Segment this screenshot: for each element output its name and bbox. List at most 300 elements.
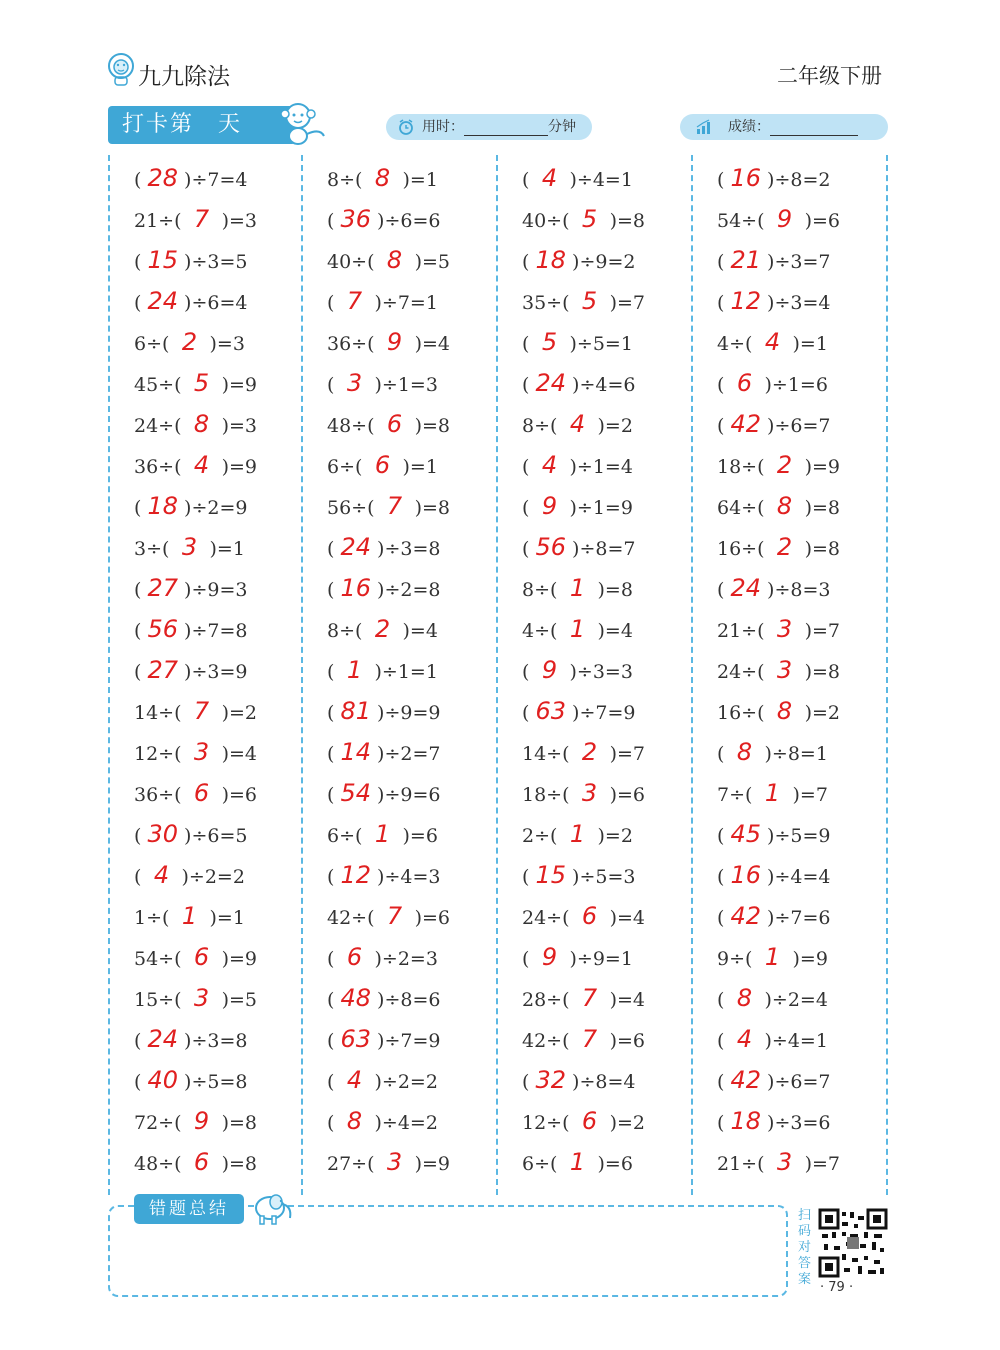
problem-row — [717, 815, 830, 853]
problem-suffix: )÷6=4 — [178, 292, 248, 314]
problem-row — [327, 1061, 438, 1099]
problem-prefix: 16÷( — [717, 538, 771, 560]
problem-prefix: ( — [327, 866, 341, 888]
problem-suffix: )=4 — [408, 333, 451, 355]
problem-row — [717, 528, 840, 566]
handwritten-answer[interactable]: 3 — [776, 1148, 793, 1176]
problem-row — [134, 938, 257, 976]
problem-row — [522, 1020, 645, 1058]
handwritten-answer[interactable]: 24 — [147, 1025, 178, 1053]
time-blank[interactable] — [464, 119, 548, 136]
problem-prefix: ( — [717, 251, 731, 273]
problem-suffix: )÷7=8 — [178, 620, 248, 642]
problem-suffix: )÷4=1 — [563, 169, 633, 191]
problem-prefix: ( — [717, 169, 731, 191]
problem-row — [522, 200, 645, 238]
problem-prefix: ( — [522, 497, 536, 519]
handwritten-answer[interactable]: 6 — [581, 902, 598, 930]
problem-prefix: 6÷( — [522, 1153, 564, 1175]
problem-prefix: ( — [717, 825, 731, 847]
problem-row — [327, 774, 440, 812]
handwritten-answer[interactable]: 18 — [147, 492, 178, 520]
problem-prefix: 24÷( — [134, 415, 188, 437]
problem-suffix: )=4 — [603, 907, 646, 929]
problem-row — [134, 487, 247, 525]
problem-prefix: ( — [717, 866, 731, 888]
score-field — [680, 114, 888, 140]
problem-row — [522, 323, 633, 361]
problem-prefix: ( — [134, 579, 148, 601]
problem-suffix: )=8 — [408, 497, 451, 519]
handwritten-answer[interactable]: 24 — [340, 533, 371, 561]
problem-row — [327, 405, 450, 443]
problem-row — [717, 856, 830, 894]
handwritten-answer[interactable]: 42 — [730, 902, 761, 930]
problem-row — [327, 323, 450, 361]
problem-row — [327, 241, 450, 279]
handwritten-answer[interactable]: 3 — [581, 779, 598, 807]
problem-prefix: ( — [327, 989, 341, 1011]
problem-prefix: ( — [522, 169, 536, 191]
handwritten-answer[interactable]: 3 — [776, 615, 793, 643]
problem-row — [134, 528, 245, 566]
handwritten-answer[interactable]: 1 — [569, 615, 586, 643]
problem-row — [134, 979, 257, 1017]
problem-suffix: )÷8=6 — [371, 989, 441, 1011]
problem-prefix: 12÷( — [522, 1112, 576, 1134]
problem-suffix: )÷3=8 — [178, 1030, 248, 1052]
problem-suffix: )÷9=2 — [566, 251, 636, 273]
problem-suffix: )=9 — [786, 948, 828, 970]
problem-prefix: ( — [134, 825, 148, 847]
handwritten-answer[interactable]: 7 — [346, 287, 363, 315]
qr-code-icon[interactable] — [818, 1208, 888, 1278]
problem-row — [717, 897, 830, 935]
bar-chart-icon — [696, 119, 712, 135]
handwritten-answer[interactable]: 81 — [340, 697, 371, 725]
problem-prefix: 24÷( — [522, 907, 576, 929]
handwritten-answer[interactable]: 1 — [346, 656, 363, 684]
handwritten-answer[interactable]: 3 — [193, 738, 210, 766]
problem-row — [134, 733, 257, 771]
problem-suffix: )÷6=7 — [761, 415, 831, 437]
problem-suffix: )=6 — [591, 1153, 633, 1175]
problem-prefix: 56÷( — [327, 497, 381, 519]
handwritten-answer[interactable]: 56 — [147, 615, 178, 643]
problem-row — [134, 651, 247, 689]
handwritten-answer[interactable]: 8 — [193, 410, 210, 438]
handwritten-answer[interactable]: 3 — [193, 984, 210, 1012]
problem-suffix: )=8 — [798, 497, 841, 519]
scan-label: 扫码对答案 — [798, 1208, 812, 1287]
problem-suffix: )=7 — [603, 292, 646, 314]
handwritten-answer[interactable]: 30 — [147, 820, 178, 848]
handwritten-answer[interactable]: 1 — [569, 820, 586, 848]
handwritten-answer[interactable]: 12 — [340, 861, 371, 889]
problem-suffix: )÷9=3 — [178, 579, 248, 601]
handwritten-answer[interactable]: 24 — [730, 574, 761, 602]
handwritten-answer[interactable]: 9 — [776, 205, 793, 233]
problem-suffix: )÷5=1 — [563, 333, 633, 355]
handwritten-answer[interactable]: 4 — [541, 164, 558, 192]
problem-prefix: 28÷( — [522, 989, 576, 1011]
problem-prefix: ( — [522, 702, 536, 724]
handwritten-answer[interactable]: 8 — [386, 246, 403, 274]
handwritten-answer[interactable]: 3 — [776, 656, 793, 684]
problem-row — [134, 774, 257, 812]
problem-column-3 — [498, 155, 693, 1195]
problem-prefix: ( — [717, 374, 731, 396]
problem-prefix: ( — [134, 292, 148, 314]
problem-row — [327, 487, 450, 525]
problem-suffix: )÷1=3 — [368, 374, 438, 396]
problem-suffix: )÷8=3 — [761, 579, 831, 601]
problem-row — [134, 446, 257, 484]
problem-row — [522, 610, 633, 648]
problem-suffix: )÷1=1 — [368, 661, 438, 683]
handwritten-answer[interactable]: 1 — [181, 902, 198, 930]
handwritten-answer[interactable]: 1 — [569, 574, 586, 602]
problem-prefix: 27÷( — [327, 1153, 381, 1175]
problem-suffix: )÷5=8 — [178, 1071, 248, 1093]
handwritten-answer[interactable]: 6 — [193, 943, 210, 971]
problem-suffix: )=6 — [603, 784, 646, 806]
handwritten-answer[interactable]: 9 — [386, 328, 403, 356]
checkin-banner — [108, 106, 296, 144]
problem-row — [327, 692, 440, 730]
problem-row — [717, 159, 830, 197]
problem-suffix: )=7 — [603, 743, 646, 765]
handwritten-answer[interactable]: 2 — [374, 615, 391, 643]
problem-row — [327, 446, 438, 484]
problem-prefix: ( — [522, 661, 536, 683]
problem-prefix: 48÷( — [327, 415, 381, 437]
handwritten-answer[interactable]: 8 — [736, 738, 753, 766]
problem-row — [327, 815, 438, 853]
problem-row — [717, 323, 828, 361]
problem-prefix: 40÷( — [327, 251, 381, 273]
problem-suffix: )÷5=9 — [761, 825, 831, 847]
problem-row — [522, 1061, 635, 1099]
handwritten-answer[interactable]: 6 — [193, 779, 210, 807]
handwritten-answer[interactable]: 15 — [535, 861, 566, 889]
handwritten-answer[interactable]: 24 — [147, 287, 178, 315]
problem-row — [522, 651, 633, 689]
problem-prefix: 15÷( — [134, 989, 188, 1011]
problem-row — [717, 651, 840, 689]
handwritten-answer[interactable]: 2 — [776, 451, 793, 479]
problem-prefix: ( — [134, 866, 148, 888]
handwritten-answer[interactable]: 6 — [581, 1107, 598, 1135]
handwritten-answer[interactable]: 1 — [374, 820, 391, 848]
problem-prefix: ( — [717, 907, 731, 929]
problem-row — [327, 1020, 440, 1058]
problem-suffix: )÷3=5 — [178, 251, 248, 273]
problem-suffix: )=6 — [396, 825, 438, 847]
problem-suffix: )÷8=1 — [758, 743, 828, 765]
handwritten-answer[interactable]: 42 — [730, 410, 761, 438]
problem-prefix: 14÷( — [134, 702, 188, 724]
problem-suffix: )÷2=2 — [368, 1071, 438, 1093]
handwritten-answer[interactable]: 8 — [374, 164, 391, 192]
handwritten-answer[interactable]: 3 — [386, 1148, 403, 1176]
problem-prefix: 21÷( — [134, 210, 188, 232]
problem-row — [134, 1020, 247, 1058]
handwritten-answer[interactable]: 45 — [730, 820, 761, 848]
problem-suffix: )=2 — [591, 825, 633, 847]
problem-row — [717, 364, 828, 402]
problem-suffix: )=9 — [215, 948, 258, 970]
handwritten-answer[interactable]: 42 — [730, 1066, 761, 1094]
problem-suffix: )=7 — [798, 1153, 841, 1175]
problem-suffix: )÷6=7 — [761, 1071, 831, 1093]
handwritten-answer[interactable]: 4 — [541, 451, 558, 479]
problem-suffix: )=9 — [408, 1153, 451, 1175]
handwritten-answer[interactable]: 16 — [730, 164, 761, 192]
problem-row — [522, 774, 645, 812]
problem-row — [327, 1143, 450, 1181]
handwritten-answer[interactable]: 1 — [764, 779, 781, 807]
handwritten-answer[interactable]: 7 — [193, 205, 210, 233]
handwritten-answer[interactable]: 56 — [535, 533, 566, 561]
problem-prefix: ( — [717, 1030, 731, 1052]
problem-row — [522, 1102, 645, 1140]
problem-prefix: 6÷( — [327, 456, 369, 478]
problem-suffix: )÷3=8 — [371, 538, 441, 560]
handwritten-answer[interactable]: 28 — [147, 164, 178, 192]
problem-row — [522, 815, 633, 853]
problem-suffix: )=9 — [215, 456, 258, 478]
handwritten-answer[interactable]: 4 — [193, 451, 210, 479]
problem-suffix: )÷9=6 — [371, 784, 441, 806]
handwritten-answer[interactable]: 27 — [147, 574, 178, 602]
handwritten-answer[interactable]: 18 — [730, 1107, 761, 1135]
score-blank[interactable] — [770, 119, 858, 136]
checkin-suffix: 天 — [218, 112, 243, 137]
problem-row — [134, 569, 247, 607]
problem-row — [134, 692, 257, 730]
handwritten-answer[interactable]: 1 — [764, 943, 781, 971]
handwritten-answer[interactable]: 6 — [374, 451, 391, 479]
problem-prefix: 4÷( — [522, 620, 564, 642]
problem-prefix: ( — [327, 948, 341, 970]
problem-row — [522, 282, 645, 320]
handwritten-answer[interactable]: 7 — [193, 697, 210, 725]
handwritten-answer[interactable]: 8 — [776, 492, 793, 520]
problem-suffix: )=2 — [798, 702, 841, 724]
handwritten-answer[interactable]: 4 — [569, 410, 586, 438]
handwritten-answer[interactable]: 9 — [541, 943, 558, 971]
problem-suffix: )÷7=6 — [761, 907, 831, 929]
problem-suffix: )÷7=9 — [566, 702, 636, 724]
handwritten-answer[interactable]: 1 — [569, 1148, 586, 1176]
handwritten-answer[interactable]: 4 — [153, 861, 170, 889]
handwritten-answer[interactable]: 7 — [581, 1025, 598, 1053]
handwritten-answer[interactable]: 8 — [736, 984, 753, 1012]
problem-prefix: 21÷( — [717, 1153, 771, 1175]
time-field — [386, 114, 592, 140]
handwritten-answer[interactable]: 24 — [535, 369, 566, 397]
problem-row — [717, 569, 830, 607]
problem-row — [717, 733, 828, 771]
problem-suffix: )=8 — [798, 538, 841, 560]
problem-prefix: ( — [327, 1112, 341, 1134]
handwritten-answer[interactable]: 6 — [346, 943, 363, 971]
problem-row — [134, 241, 247, 279]
handwritten-answer[interactable]: 3 — [346, 369, 363, 397]
problem-prefix: ( — [522, 333, 536, 355]
handwritten-answer[interactable]: 7 — [386, 492, 403, 520]
handwritten-answer[interactable]: 7 — [581, 984, 598, 1012]
problem-prefix: ( — [134, 251, 148, 273]
problem-row — [327, 200, 440, 238]
problem-row — [134, 815, 247, 853]
handwritten-answer[interactable]: 12 — [730, 287, 761, 315]
handwritten-answer[interactable]: 21 — [730, 246, 761, 274]
problem-row — [717, 446, 840, 484]
handwritten-answer[interactable]: 5 — [541, 328, 558, 356]
problem-suffix: )=5 — [215, 989, 258, 1011]
problem-suffix: )÷6=6 — [371, 210, 441, 232]
problem-suffix: )=9 — [798, 456, 841, 478]
problem-row — [717, 610, 840, 648]
handwritten-answer[interactable]: 63 — [535, 697, 566, 725]
problem-row — [522, 979, 645, 1017]
problem-row — [134, 159, 247, 197]
problem-prefix: ( — [327, 538, 341, 560]
handwritten-answer[interactable]: 9 — [541, 656, 558, 684]
problem-suffix: )=6 — [408, 907, 451, 929]
page-number: · 79 · — [820, 1280, 854, 1295]
handwritten-answer[interactable]: 40 — [147, 1066, 178, 1094]
problem-prefix: 48÷( — [134, 1153, 188, 1175]
problem-row — [327, 610, 438, 648]
problem-prefix: ( — [327, 1030, 341, 1052]
handwritten-answer[interactable]: 63 — [340, 1025, 371, 1053]
problem-row — [522, 1143, 633, 1181]
problem-suffix: )÷9=9 — [371, 702, 441, 724]
problem-prefix: 8÷( — [522, 415, 564, 437]
handwritten-answer[interactable]: 15 — [147, 246, 178, 274]
problem-prefix: ( — [327, 292, 341, 314]
handwritten-answer[interactable]: 54 — [340, 779, 371, 807]
problem-suffix: )=1 — [786, 333, 828, 355]
problem-suffix: )=6 — [215, 784, 258, 806]
handwritten-answer[interactable]: 5 — [581, 287, 598, 315]
problem-prefix: 54÷( — [134, 948, 188, 970]
problem-prefix: ( — [717, 292, 731, 314]
problem-prefix: 4÷( — [717, 333, 759, 355]
problem-prefix: ( — [717, 1112, 731, 1134]
problem-suffix: )÷7=4 — [178, 169, 248, 191]
handwritten-answer[interactable]: 18 — [535, 246, 566, 274]
handwritten-answer[interactable]: 6 — [193, 1148, 210, 1176]
problem-suffix: )=6 — [798, 210, 841, 232]
problem-suffix: )=8 — [591, 579, 633, 601]
problem-row — [327, 159, 438, 197]
problem-suffix: )=1 — [396, 456, 438, 478]
handwritten-answer[interactable]: 2 — [776, 533, 793, 561]
handwritten-answer[interactable]: 3 — [181, 533, 198, 561]
handwritten-answer[interactable]: 4 — [736, 1025, 753, 1053]
handwritten-answer[interactable]: 36 — [340, 205, 371, 233]
handwritten-answer[interactable]: 2 — [181, 328, 198, 356]
problem-suffix: )=4 — [591, 620, 633, 642]
problem-suffix: )÷8=7 — [566, 538, 636, 560]
problem-prefix: ( — [717, 989, 731, 1011]
handwritten-answer[interactable]: 8 — [346, 1107, 363, 1135]
problem-suffix: )=8 — [603, 210, 646, 232]
handwritten-answer[interactable]: 16 — [730, 861, 761, 889]
problem-suffix: )÷2=3 — [368, 948, 438, 970]
handwritten-answer[interactable]: 9 — [541, 492, 558, 520]
handwritten-answer[interactable]: 6 — [386, 410, 403, 438]
problem-prefix: ( — [327, 1071, 341, 1093]
problem-prefix: ( — [134, 661, 148, 683]
problem-suffix: )=3 — [203, 333, 245, 355]
problem-suffix: )÷2=7 — [371, 743, 441, 765]
handwritten-answer[interactable]: 4 — [346, 1066, 363, 1094]
problem-row — [522, 897, 645, 935]
clock-icon — [398, 119, 414, 135]
problem-row — [134, 323, 245, 361]
problem-suffix: )÷6=5 — [178, 825, 248, 847]
handwritten-answer[interactable]: 5 — [193, 369, 210, 397]
monkey-icon — [276, 98, 330, 148]
problem-prefix: ( — [327, 784, 341, 806]
problem-column-4 — [693, 155, 888, 1195]
problem-suffix: )=2 — [603, 1112, 646, 1134]
handwritten-answer[interactable]: 48 — [340, 984, 371, 1012]
problem-row — [717, 1102, 830, 1140]
problem-prefix: 64÷( — [717, 497, 771, 519]
problem-row — [327, 569, 440, 607]
problem-suffix: )=4 — [603, 989, 646, 1011]
handwritten-answer[interactable]: 6 — [736, 369, 753, 397]
problem-suffix: )÷1=6 — [758, 374, 828, 396]
problem-row — [522, 487, 633, 525]
problem-suffix: )=1 — [203, 907, 245, 929]
problem-row — [717, 1020, 828, 1058]
problem-prefix: 8÷( — [327, 620, 369, 642]
handwritten-answer[interactable]: 16 — [340, 574, 371, 602]
problem-row — [327, 938, 438, 976]
problem-suffix: )=2 — [591, 415, 633, 437]
handwritten-answer[interactable]: 32 — [535, 1066, 566, 1094]
problem-suffix: )÷2=2 — [175, 866, 245, 888]
problem-suffix: )=7 — [786, 784, 828, 806]
handwritten-answer[interactable]: 2 — [581, 738, 598, 766]
problem-prefix: 40÷( — [522, 210, 576, 232]
problem-row — [522, 692, 635, 730]
handwritten-answer[interactable]: 9 — [193, 1107, 210, 1135]
handwritten-answer[interactable]: 14 — [340, 738, 371, 766]
problem-suffix: )=9 — [215, 374, 258, 396]
handwritten-answer[interactable]: 27 — [147, 656, 178, 684]
problem-suffix: )÷3=3 — [563, 661, 633, 683]
problem-prefix: ( — [522, 538, 536, 560]
handwritten-answer[interactable]: 4 — [764, 328, 781, 356]
problem-prefix: ( — [134, 620, 148, 642]
problem-row — [717, 241, 830, 279]
problem-suffix: )÷1=4 — [563, 456, 633, 478]
problem-suffix: )÷3=6 — [761, 1112, 831, 1134]
handwritten-answer[interactable]: 8 — [776, 697, 793, 725]
problem-row — [717, 692, 840, 730]
problem-prefix: ( — [134, 1030, 148, 1052]
handwritten-answer[interactable]: 7 — [386, 902, 403, 930]
handwritten-answer[interactable]: 5 — [581, 205, 598, 233]
